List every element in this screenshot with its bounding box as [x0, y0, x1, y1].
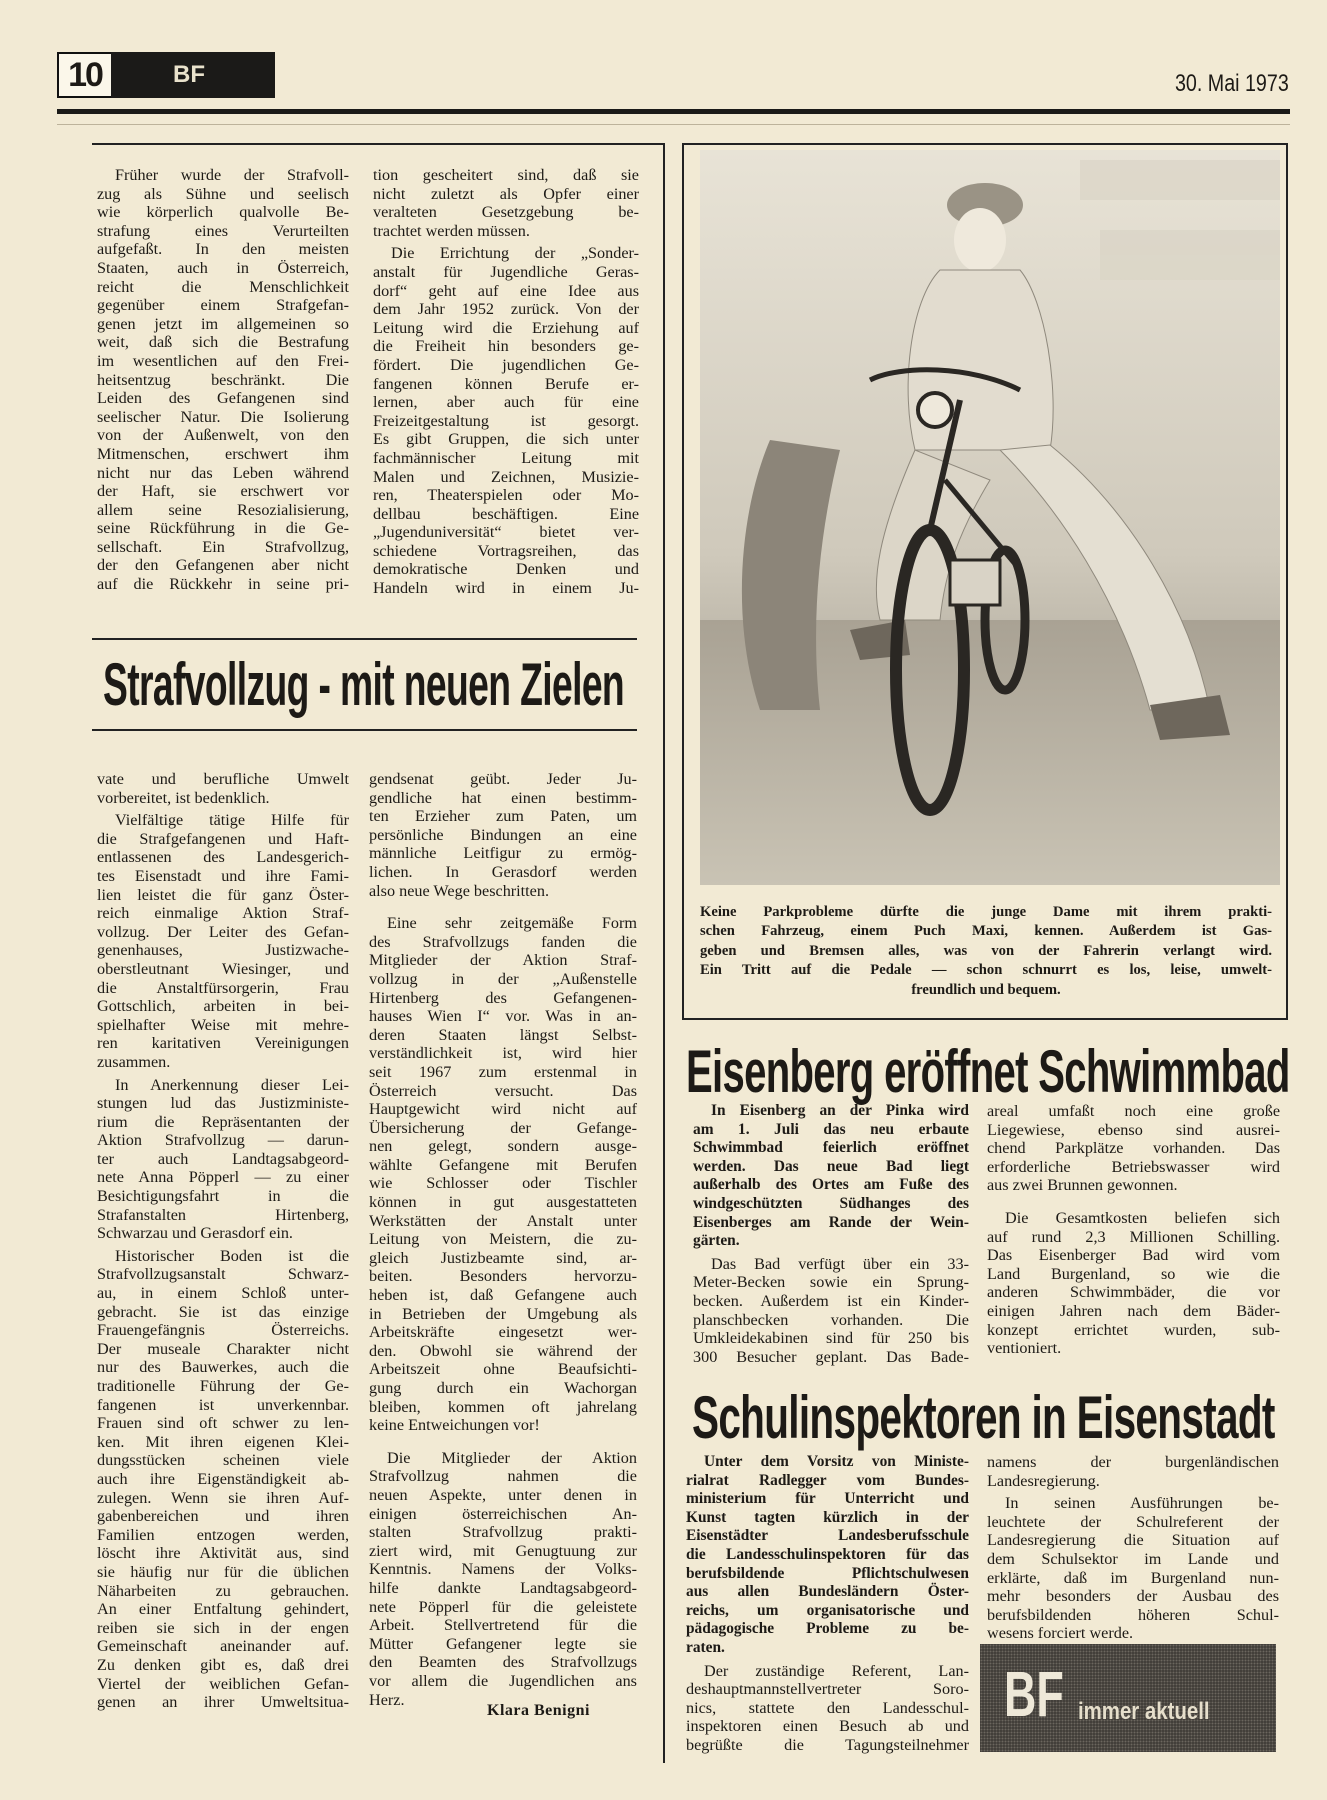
text-line: Der museale Charakter nicht — [97, 1339, 349, 1358]
text-line: werden. Das neue Bad liegt — [693, 1157, 969, 1175]
newspaper-logo: BF — [111, 52, 275, 98]
text-line: außerhalb des Ortes am Fuße des — [693, 1176, 969, 1194]
text-line: Liegewiese, ebenso sind ausrei- — [987, 1120, 1280, 1139]
engine — [950, 560, 1000, 605]
text-line: areal umfaßt noch eine große — [987, 1102, 1280, 1120]
headlight — [918, 393, 952, 427]
text-line: männliche Leitfigur zu ermög- — [369, 844, 637, 863]
article-box-top-border — [92, 143, 664, 145]
text-line: reich einmalige Aktion Straf- — [97, 904, 349, 923]
text-line: aus allen Bundesländern Öster- — [686, 1583, 969, 1601]
text-line: ter auch Landtagsabgeord- — [97, 1149, 349, 1168]
caption-line: Keine Parkprobleme dürfte die junge Dame mit ihrem prakti- — [700, 904, 1272, 920]
text-line: auf rund 2,3 Millionen Schilling. — [987, 1227, 1280, 1246]
text-line: keine Entweichungen vor! — [369, 1416, 540, 1435]
text-line: stalten Strafvollzug prakti- — [369, 1523, 637, 1542]
text-line: au, in einem Schloß unter- — [97, 1284, 349, 1303]
text-line: weit, daß sich die Bestrafung — [97, 333, 349, 352]
text-line: ren, Theaterspielen oder Mo- — [373, 486, 639, 505]
text-line: nur des Bauwerkes, auch die — [97, 1358, 349, 1377]
paragraph — [97, 1076, 349, 1243]
text-line: Vielfältige tätige Hilfe für — [115, 811, 349, 830]
paragraph — [693, 1255, 969, 1367]
text-line: Herz. — [369, 1690, 405, 1709]
text-line: becken. Außerdem ist ein Kinder- — [693, 1291, 969, 1310]
text-line: auf die Rückkehr in seine pri- — [97, 575, 349, 594]
text-line: spielhafter Weise mit mehre- — [97, 1015, 349, 1034]
text-line: anstalt für Jugendliche Geras- — [373, 262, 639, 281]
text-line: auch ihre Eigenständigkeit ab- — [97, 1469, 349, 1488]
text-line: erforderliche Betriebswasser wird — [987, 1157, 1280, 1176]
text-line: Der zuständige Referent, Lan- — [704, 1661, 969, 1680]
text-line: windgeschützten Südhanges des — [693, 1194, 969, 1212]
text-line: seit 1967 zum erstenmal in — [369, 1062, 637, 1081]
text-line: den. Obwohl sie während der — [369, 1341, 637, 1360]
text-line: demokratische Denken und — [373, 560, 639, 579]
moped-photo — [700, 150, 1280, 885]
text-line: vorbereitet, ist bedenklich. — [97, 788, 270, 807]
text-line: zulegen. Wenn sie ihren Auf- — [97, 1488, 349, 1507]
text-line: Leitung wird die Erziehung auf — [373, 318, 639, 337]
text-line: Freizeitgestaltung ist gesorgt. — [373, 411, 639, 430]
article1-bottom-column-1 — [97, 770, 349, 1712]
text-line: vate und berufliche Umwelt — [97, 770, 349, 788]
text-line: Hauptgewicht wird nicht auf — [369, 1100, 637, 1119]
text-line: der den Gefangenen aber nicht — [97, 556, 349, 575]
text-line: In Eisenberg an der Pinka wird — [711, 1102, 969, 1119]
paragraph — [987, 1453, 1279, 1490]
text-line: raten. — [686, 1638, 725, 1656]
text-line: Unter dem Vorsitz von Ministe- — [704, 1453, 969, 1470]
text-line: ventioniert. — [987, 1339, 1062, 1358]
text-line: entlassenen des Landesgerich- — [97, 848, 349, 867]
text-line: Zu denken gibt es, daß drei — [97, 1655, 349, 1674]
text-line: Arbeitskräfte eingesetzt wer- — [369, 1323, 637, 1342]
text-line: In seinen Ausführungen be- — [1005, 1494, 1279, 1513]
text-line: fangenen ist unverkennbar. — [97, 1395, 349, 1414]
text-line: lichen. In Gerasdorf werden — [369, 862, 637, 881]
text-line: zusammen. — [97, 1052, 171, 1071]
text-line: heitsentzug beschränkt. Die — [97, 370, 349, 389]
text-line: ministerium für Unterricht und — [686, 1490, 969, 1508]
text-line: Frauen sind oft schwer zu len- — [97, 1414, 349, 1433]
text-line: planschbecken vorhanden. Die — [693, 1310, 969, 1329]
text-line: rium die Repräsentanten der — [97, 1112, 349, 1131]
text-line: seelischer Natur. Die Isolierung — [97, 407, 349, 426]
text-line: gebracht. Sie ist das einzige — [97, 1302, 349, 1321]
text-line: An einer Entfaltung gehindert, — [97, 1600, 349, 1619]
bf-advert-box — [980, 1644, 1276, 1752]
text-line: konzept errichtet wurden, sub- — [987, 1320, 1280, 1339]
text-line: namens der burgenländischen — [987, 1453, 1279, 1471]
text-line: Familien entzogen werden, — [97, 1525, 349, 1544]
text-line: Landesregierung. — [987, 1471, 1100, 1490]
text-line: Schwarzau und Gerasdorf ein. — [97, 1224, 293, 1243]
text-line: strafung eines Verurteilten — [97, 221, 349, 240]
paragraph — [369, 770, 637, 900]
text-line: aus zwei Brunnen gewonnen. — [987, 1176, 1178, 1195]
article1-headline: Strafvollzug - mit neuen Zielen — [103, 651, 625, 718]
article1-top-column-2 — [373, 166, 639, 598]
paragraph — [686, 1662, 969, 1755]
article1-bottom-column-2 — [369, 770, 637, 1709]
text-line: ken. Mit ihren eigenen Klei- — [97, 1432, 349, 1451]
text-line: einigen Jahren nach dem Bäder- — [987, 1301, 1280, 1320]
text-line: fachmännischer Leitung mit — [373, 448, 639, 467]
text-line: also neue Wege beschritten. — [369, 881, 549, 900]
text-line: neuen Aspekte, unter denen in — [369, 1485, 637, 1504]
text-line: einigen österreichischen An- — [369, 1504, 637, 1523]
text-line: Kenntnis. Namens der Volks- — [369, 1560, 637, 1579]
author-signature: Klara Benigni — [487, 1702, 590, 1719]
paragraph — [97, 166, 349, 594]
text-line: stungen lud das Justizministe- — [97, 1094, 349, 1113]
article1-top-column-1 — [97, 166, 349, 594]
text-line: den Beamten des Strafvollzugs — [369, 1653, 637, 1672]
text-line: gabenbereichen und ihren — [97, 1507, 349, 1526]
text-line: Aktion Strafvollzug — darun- — [97, 1131, 349, 1150]
text-line: Das Eisenberger Bad wird vom — [987, 1246, 1280, 1265]
text-line: der Haft, sie erschwert vor — [97, 482, 349, 501]
text-line: Gemeinschaft aneinander auf. — [97, 1637, 349, 1656]
header-rule-thin — [57, 124, 1290, 125]
caption-line: geben und Bremsen alles, was von der Fahrerin verlangt wird. — [700, 942, 1272, 959]
text-line: persönliche Bindungen an eine — [369, 825, 637, 844]
text-line: inspektoren einen Besuch ab und — [686, 1717, 969, 1736]
text-line: beiten. Besonders hervorzu- — [369, 1267, 637, 1286]
paragraph — [987, 1494, 1279, 1643]
text-line: 300 Besucher geplant. Das Bade- — [693, 1347, 969, 1366]
text-line: Mitmenschen, erschwert ihm — [97, 444, 349, 463]
caption-line: schen Fahrzeug, einem Puch Maxi, kennen. Außerdem ist Gas- — [700, 923, 1272, 940]
text-line: begrüßte die Tagungsteilnehmer — [686, 1735, 969, 1754]
text-line: tion gescheitert sind, daß sie — [373, 166, 639, 184]
text-line: die Freiheit hin besonders ge- — [373, 337, 639, 356]
text-line: gendliche hat einen bestimm- — [369, 788, 637, 807]
text-line: Hirtenberg des Gefangenen- — [369, 988, 637, 1007]
text-line: ten Erzieher zum Paten, um — [369, 807, 637, 826]
text-line: fördert. Die jugendlichen Ge- — [373, 355, 639, 374]
text-line: chend Parkplätze vorhanden. Das — [987, 1139, 1280, 1158]
paragraph — [97, 1247, 349, 1712]
text-line: Näharbeiten zu gebrauchen. — [97, 1581, 349, 1600]
text-line: seine Rückführung in die Ge- — [97, 519, 349, 538]
paragraph — [373, 166, 639, 240]
text-line: wie körperlich qualvolle Be- — [97, 203, 349, 222]
text-line: Strafanstalten Hirtenberg, — [97, 1205, 349, 1224]
paragraph — [97, 770, 349, 807]
caption-line: freundlich und bequem. — [911, 981, 1061, 998]
text-line: Die Errichtung der „Sonder- — [391, 244, 639, 263]
caption-line: Ein Tritt auf die Pedale — schon schnurrt es los, leise, umwelt- — [700, 962, 1272, 979]
text-line: Besichtigungsfahrt in die — [97, 1187, 349, 1206]
text-line: dem Schulsektor im Lande und — [987, 1549, 1279, 1568]
text-line: in Betrieben der Umgebung als — [369, 1304, 637, 1323]
text-line: gendsenat geübt. Jeder Ju- — [369, 770, 637, 788]
text-line: genenhauses, Justizwache- — [97, 941, 349, 960]
paragraph — [686, 1453, 969, 1658]
text-line: pädagogische Probleme zu be- — [686, 1620, 969, 1638]
text-line: nics, stattete den Landesschul- — [686, 1698, 969, 1717]
headline-rule-top — [92, 638, 637, 640]
text-line: zug als Sühne und seelisch — [97, 184, 349, 203]
text-line: fangenen können Berufe er- — [373, 374, 639, 393]
text-line: Handeln wird in einem Ju- — [373, 579, 639, 598]
text-line: Meter-Becken sowie ein Sprung- — [693, 1273, 969, 1292]
article3-column-1 — [686, 1453, 969, 1755]
text-line: heben ist, daß Gefangene auch — [369, 1286, 637, 1305]
text-line: gung durch ein Wachorgan — [369, 1379, 637, 1397]
text-line: Arbeit. Stellvertretend für die — [369, 1616, 637, 1635]
text-line: reiben sie sich in der engen — [97, 1618, 349, 1637]
issue-date: 30. Mai 1973 — [1175, 70, 1289, 97]
article2-headline: Eisenberg eröffnet Schwimmbad — [686, 1038, 1290, 1105]
text-line: Leiden des Gefangenen sind — [97, 389, 349, 408]
paragraph — [369, 914, 637, 1435]
text-line: „Jugenduniversität“ bietet ver- — [373, 523, 639, 542]
bf-advert-slogan: immer aktuell — [1078, 1698, 1210, 1725]
page-number: 10 — [57, 52, 113, 98]
text-line: traditionelle Führung der Ge- — [97, 1377, 349, 1395]
headline-rule-bottom — [92, 729, 637, 731]
text-line: Strafvollzug nahmen die — [369, 1467, 637, 1486]
text-line: berufsbildenden höheren Schul- — [987, 1605, 1279, 1624]
text-line: vor allem die Jugendlichen ans — [369, 1671, 637, 1690]
text-line: lien leistet die für ganz Öster- — [97, 885, 349, 904]
text-line: genen jetzt im allgemeinen so — [97, 314, 349, 333]
text-line: nen gelegt, sondern ausge- — [369, 1137, 637, 1156]
text-line: bleiben, kommen oft jahrelang — [369, 1397, 637, 1416]
text-line: genen an ihrer Umweltsitua- — [97, 1693, 349, 1712]
text-line: Schwimmbad feierlich eröffnet — [693, 1139, 969, 1157]
text-line: In Anerkennung dieser Lei- — [115, 1075, 349, 1094]
text-line: oberstleutnant Wiesinger, und — [97, 959, 349, 978]
text-line: Leitung von Meistern, die zu- — [369, 1230, 637, 1249]
text-line: Die Mitglieder der Aktion — [387, 1448, 637, 1467]
column-divider — [663, 143, 665, 1763]
text-line: Eisenberges am Rande der Wein- — [693, 1213, 969, 1231]
text-line: verständlichkeit ist, wird hier — [369, 1044, 637, 1063]
text-line: nicht nur das Leben während — [97, 463, 349, 482]
text-line: wie Schlosser oder Tischler — [369, 1174, 637, 1193]
text-line: Staaten, auch in Österreich, — [97, 258, 349, 277]
text-line: wählte Gefangene mit Berufen — [369, 1155, 637, 1174]
text-line: dellbau beschäftigen. Eine — [373, 504, 639, 523]
article2-column-1 — [693, 1102, 969, 1366]
text-line: ziert wird, mit Genugtuung zur — [369, 1541, 637, 1560]
text-line: gegenüber einem Strafgefan- — [97, 296, 349, 315]
text-line: tes Eisenstadt und ihre Fami- — [97, 866, 349, 885]
text-line: deren Staaten längst Selbst- — [369, 1025, 637, 1044]
text-line: Es gibt Gruppen, die sich unter — [373, 430, 639, 449]
text-line: Malen und Zeichnen, Musizie- — [373, 467, 639, 486]
text-line: Eine sehr zeitgemäße Form — [387, 914, 637, 933]
text-line: die Landesschulinspektoren für das — [686, 1545, 969, 1563]
text-line: können in gut ausgestatteten — [369, 1193, 637, 1212]
text-line: Frauengefängnis Österreichs. — [97, 1321, 349, 1340]
text-line: hauses Wien I“ vor. Was in an- — [369, 1007, 637, 1026]
text-line: vollzug. Der Leiter des Gefan- — [97, 922, 349, 941]
text-line: Historischer Boden ist die — [115, 1246, 349, 1265]
text-line: wesens forciert werde. — [987, 1624, 1134, 1643]
text-line: deshauptmannstellvertreter Soro- — [686, 1680, 969, 1699]
paragraph — [987, 1209, 1280, 1358]
text-line: Strafvollzugsanstalt Schwarz- — [97, 1265, 349, 1284]
paragraph — [987, 1102, 1280, 1195]
text-line: ren karitativen Vereinigungen — [97, 1034, 349, 1053]
bf-advert-logo: BF — [1004, 1658, 1064, 1730]
text-line: gärten. — [693, 1232, 740, 1250]
text-line: erklärte, daß im Burgenland nun- — [987, 1568, 1279, 1587]
text-line: lernen, aber auch für eine — [373, 393, 639, 412]
text-line: gleich Justizbeamte sind, ar- — [369, 1248, 637, 1267]
text-line: nete Anna Pöpperl — zu einer — [97, 1168, 349, 1187]
text-line: hilfe dankte Landtagsabgeord- — [369, 1578, 637, 1597]
text-line: anderen Schwimmbäder, die vor — [987, 1283, 1280, 1302]
text-line: dem Jahr 1952 zurück. Von der — [373, 300, 639, 319]
text-line: leuchtete der Schulreferent der — [987, 1512, 1279, 1531]
text-line: Landesregierung die Situation auf — [987, 1531, 1279, 1550]
text-line: schiedene Vortragsreihen, das — [373, 541, 639, 560]
text-line: nete Pöpperl für die geleistete — [369, 1597, 637, 1616]
text-line: nicht zuletzt als Opfer einer — [373, 184, 639, 203]
text-line: aufgefaßt. In den meisten — [97, 240, 349, 259]
text-line: Gottschlich, arbeiten in bei- — [97, 997, 349, 1016]
text-line: löscht ihre Aktivität aus, sind — [97, 1544, 349, 1563]
text-line: Das Bad verfügt über ein 33- — [711, 1254, 969, 1273]
text-line: im wesentlichen auf den Frei- — [97, 351, 349, 370]
text-line: des Strafvollzugs fanden die — [369, 932, 637, 951]
paragraph — [373, 244, 639, 597]
text-line: Früher wurde der Strafvoll- — [115, 166, 349, 184]
text-line: am 1. Juli das neu erbaute — [693, 1120, 969, 1138]
text-line: die Strafgefangenen und Haft- — [97, 829, 349, 848]
text-line: Arbeitszeit ohne Beaufsichti- — [369, 1360, 637, 1379]
paragraph — [369, 1449, 637, 1709]
header-rule — [57, 109, 1290, 114]
text-line: Umkleidekabinen sind für 250 bis — [693, 1329, 969, 1348]
text-line: Viertel der weiblichen Gefan- — [97, 1674, 349, 1693]
text-line: Die Gesamtkosten beliefen sich — [1005, 1208, 1280, 1227]
text-line: Übersicherung der Gefange- — [369, 1118, 637, 1137]
text-line: reichs, um organisatorische und — [686, 1601, 969, 1619]
text-line: veralteten Gesetzgebung be- — [373, 203, 639, 222]
photo-caption — [700, 903, 1272, 1000]
text-line: sellschaft. Ein Strafvollzug, — [97, 537, 349, 556]
text-line: mehr besonders der Ausbau des — [987, 1587, 1279, 1606]
text-line: dungsstücken scheinen viele — [97, 1451, 349, 1470]
text-line: rialrat Radlegger vom Bundes- — [686, 1471, 969, 1489]
text-line: Österreich versucht. Das — [369, 1081, 637, 1100]
text-line: Mütter Gefangener legte sie — [369, 1634, 637, 1653]
text-line: Land Burgenland, so wie die — [987, 1264, 1280, 1283]
text-line: vollzug in der „Außenstelle — [369, 969, 637, 988]
text-line: trachtet werden müssen. — [373, 221, 530, 240]
paragraph — [97, 811, 349, 1071]
text-line: allem seine Resozialisierung, — [97, 500, 349, 519]
text-line: berufsbildende Pflichtschulwesen — [686, 1564, 969, 1582]
text-line: Mitglieder der Aktion Straf- — [369, 951, 637, 970]
text-line: dorf“ geht auf eine Idee aus — [373, 281, 639, 300]
text-line: reicht die Menschlichkeit — [97, 277, 349, 296]
article3-headline: Schulinspektoren in Eisenstadt — [692, 1384, 1275, 1451]
text-line: von der Außenwelt, von den — [97, 426, 349, 445]
article2-column-2 — [987, 1102, 1280, 1358]
paragraph — [693, 1102, 969, 1251]
text-line: sie häufig nur für die üblichen — [97, 1562, 349, 1581]
text-line: die Anstaltfürsorgerin, Frau — [97, 978, 349, 997]
text-line: Eisenstädter Landesberufsschule — [686, 1527, 969, 1545]
text-line: Werkstätten der Anstalt unter — [369, 1211, 637, 1230]
text-line: Kunst tagten kürzlich in der — [686, 1508, 969, 1526]
article3-column-2 — [987, 1453, 1279, 1643]
